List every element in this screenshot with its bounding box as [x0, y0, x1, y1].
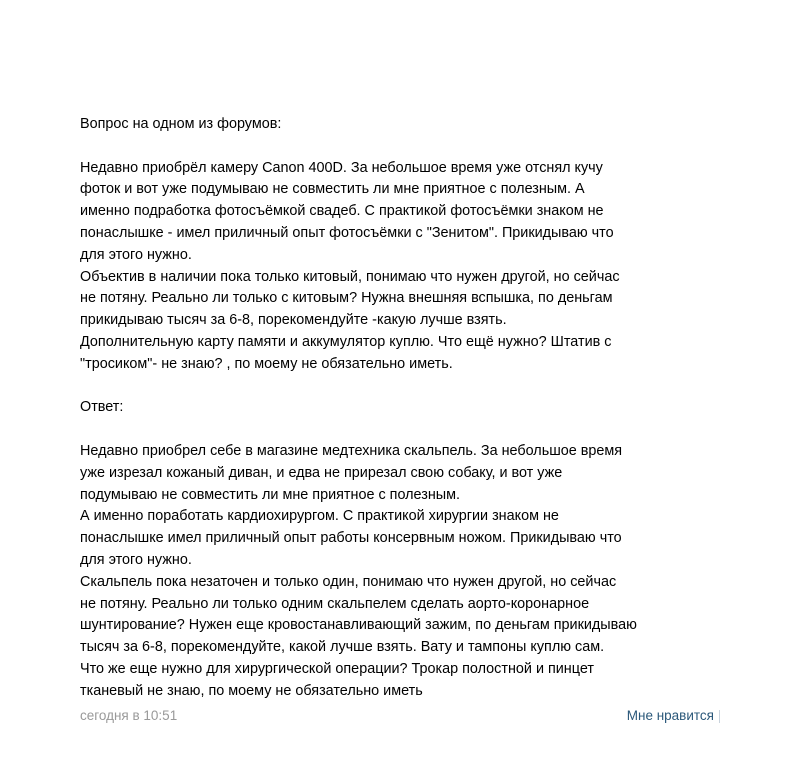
- answer-heading: Ответ:: [80, 399, 124, 416]
- spacer: [80, 136, 680, 158]
- answer-body: [80, 441, 680, 703]
- answer-line: подумываю не совместить ли мне приятное с полезным.: [80, 486, 461, 503]
- post-timestamp-link[interactable]: сегодня в 10:51: [80, 708, 178, 723]
- question-heading: Вопрос на одном из форумов:: [80, 116, 282, 132]
- question-line: Дополнительную карту памяти и аккумулятор куплю. Что ещё нужно? Штатив с: [80, 333, 612, 350]
- question-line: не потяну. Реально ли только с китовым? Нужна внешняя вспышка, по деньгам: [80, 290, 613, 307]
- answer-line: уже изрезал кожаный диван, и едва не прирезал свою собаку, и вот уже: [80, 464, 563, 481]
- answer-line: Скальпель пока незаточен и только один, понимаю что нужен другой, но сейчас: [80, 573, 617, 590]
- answer-line: шунтирование? Нужен еще кровостанавливающий зажим, по деньгам прикидываю: [80, 617, 637, 634]
- spacer: [80, 376, 680, 398]
- question-line: "тросиком"- не знаю? , по моему не обязательно иметь.: [80, 355, 453, 372]
- answer-line: тысяч за 6-8, порекомендуйте, какой лучше взять. Вату и тампоны куплю сам.: [80, 639, 605, 656]
- question-line: прикидываю тысяч за 6-8, порекомендуйте -какую лучше взять.: [80, 312, 507, 329]
- question-line: понаслышке - имел приличный опыт фотосъёмки с "Зенитом". Прикидываю что: [80, 224, 614, 241]
- question-line: фоток и вот уже подумываю не совместить ли мне приятное с полезным. А: [80, 181, 585, 198]
- question-line: Недавно приобрёл камеру Canon 400D. За небольшое время уже отснял кучу: [80, 159, 603, 176]
- answer-line: Недавно приобрел себе в магазине медтехника скальпель. За небольшое время: [80, 442, 623, 459]
- answer-line: понаслышке имел приличный опыт работы консервным ножом. Прикидываю что: [80, 530, 622, 547]
- like-divider: [719, 710, 720, 723]
- question-body: [80, 158, 680, 376]
- answer-line: для этого нужно.: [80, 551, 192, 568]
- question-line: Объектив в наличии пока только китовый, понимаю что нужен другой, но сейчас: [80, 268, 620, 285]
- post-footer: [80, 708, 720, 728]
- like-button[interactable]: Мне нравится: [626, 708, 714, 723]
- spacer: [80, 419, 680, 441]
- answer-line: А именно поработать кардиохирургом. С практикой хирургии знаком не: [80, 508, 559, 525]
- answer-line: тканевый не знаю, по моему не обязательно иметь: [80, 682, 423, 699]
- question-line: для этого нужно.: [80, 246, 192, 263]
- post-text: [80, 114, 680, 703]
- answer-line: Что же еще нужно для хирургической операции? Трокар полостной и пинцет: [80, 660, 594, 677]
- answer-line: не потяну. Реально ли только одним скальпелем сделать аорто-коронарное: [80, 595, 590, 612]
- question-line: именно подработка фотосъёмкой свадеб. С практикой фотосъёмки знаком не: [80, 203, 604, 220]
